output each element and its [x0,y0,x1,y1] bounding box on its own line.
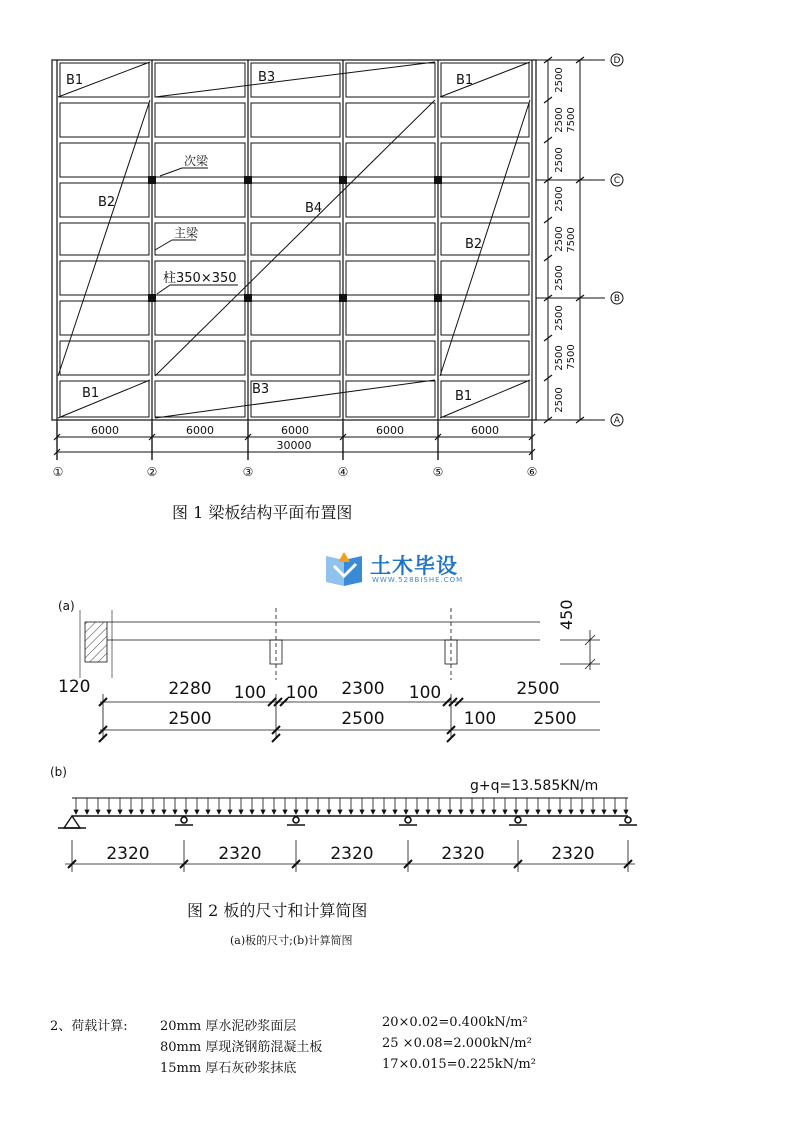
span-2320: 2320 [441,844,485,864]
fig2a-label: (a) [58,599,75,613]
load-calc: 25 ×0.08=2.000kN/m² [382,1036,532,1051]
span-label: 6000 [281,424,309,437]
dim-2500: 2500 [554,67,565,93]
dim-2500: 2500 [168,709,212,729]
span-2320: 2320 [551,844,595,864]
dim-2500: 2500 [554,226,565,252]
fig1-plan [0,0,800,500]
slab-panel [60,261,149,295]
annotation-secondary-beam: 次梁 [184,154,209,168]
slab-panel [155,183,245,217]
column-marker [244,294,252,302]
slab-panel [441,261,529,295]
slab-panel [155,341,245,375]
slab-panel [155,223,245,255]
slab-panel [346,301,435,335]
slab-label-b2: B2 [465,237,483,252]
slab-panel [60,103,149,137]
slab-label-b3: B3 [252,382,270,397]
slab-panel [346,341,435,375]
slab-panel [346,63,435,97]
slab-panel [251,301,340,335]
site-logo [322,548,482,590]
column-marker [434,294,442,302]
dim-2500: 2500 [554,387,565,413]
slab-panel [441,183,529,217]
slab-panel [155,63,245,97]
axis-bubble-1: ① [52,465,64,479]
slab-panel [441,103,529,137]
span-2320: 2320 [218,844,262,864]
book-icon [322,548,366,588]
slab-panel [441,143,529,177]
dim-7500: 7500 [566,107,577,133]
dim-2280: 2280 [168,679,212,699]
dim-2500: 2500 [554,186,565,212]
wall-thickness: 120 [58,677,91,697]
slab-label-b1: B1 [455,389,473,404]
dim-100: 100 [233,683,267,703]
column-marker [148,294,156,302]
dim-2500: 2500 [554,305,565,331]
dim-2500: 2500 [554,107,565,133]
slab-panel [251,341,340,375]
load-heading: 2、荷载计算: [50,1019,128,1034]
slab-panel [155,301,245,335]
span-2320: 2320 [106,844,150,864]
slab-panel [441,341,529,375]
axis-bubble-5: ⑤ [432,465,444,479]
annotation-main-beam: 主梁 [174,226,199,240]
dim-2500: 2500 [554,345,565,371]
slab-panel [441,301,529,335]
slab-panel [346,223,435,255]
column-marker [339,294,347,302]
dim-2500: 2500 [554,265,565,291]
axis-letter-c: C [613,176,621,186]
load-item: 80mm 厚现浇钢筋混凝土板 [160,1040,323,1055]
span-label: 6000 [91,424,119,437]
slab-panel [346,183,435,217]
figure2-subcaption: (a)板的尺寸;(b)计算简图 [230,934,353,947]
slab-panel [251,143,340,177]
column-marker [244,176,252,184]
axis-bubble-3: ③ [242,465,254,479]
axis-bubble-4: ④ [337,465,349,479]
span-label: 6000 [186,424,214,437]
axis-letter-b: B [613,294,621,304]
load-calc: 17×0.015=0.225kN/m² [382,1057,536,1072]
logo-url: WWW.528BISHE.COM [372,576,464,584]
slab-label-b1: B1 [66,73,84,88]
fig2a-slab-dimensions [0,590,800,750]
dim-100: 100 [463,709,497,729]
slab-panel [251,261,340,295]
span-label: 6000 [471,424,499,437]
slab-panel [251,183,340,217]
logo-text: 土木毕设 [370,554,458,578]
slab-label-b1: B1 [456,73,474,88]
slab-label-b3: B3 [258,70,276,85]
dim-100: 100 [408,683,442,703]
figure1-caption: 图 1 梁板结构平面布置图 [172,503,353,522]
axis-bubble-6: ⑥ [526,465,538,479]
load-item: 20mm 厚水泥砂浆面层 [160,1019,297,1034]
axis-letter-d: D [613,56,621,66]
axis-letter-a: A [613,416,621,426]
slab-label-b2: B2 [98,195,116,210]
slab-panel [60,223,149,255]
column-marker [434,176,442,184]
slab-panel [60,341,149,375]
slab-panel [346,103,435,137]
axis-bubble-2: ② [146,465,158,479]
dim-2500: 2500 [533,709,577,729]
annotation-column: 柱350×350 [163,271,237,286]
slab-panel [251,223,340,255]
slab-panel [155,103,245,137]
dim-2300: 2300 [341,679,385,699]
span-2320: 2320 [330,844,374,864]
beam-height: 450 [557,599,576,630]
dim-2500: 2500 [341,709,385,729]
dim-7500: 7500 [566,344,577,370]
fig2b-label: (b) [50,765,67,779]
dim-100: 100 [285,683,319,703]
slab-label-b1: B1 [82,386,100,401]
figure2-caption: 图 2 板的尺寸和计算简图 [187,901,368,920]
dim-2500: 2500 [516,679,560,699]
load-item: 15mm 厚石灰砂浆抹底 [160,1061,297,1076]
span-label: 6000 [376,424,404,437]
load-value: g+q=13.585KN/m [470,778,599,794]
slab-panel [346,143,435,177]
slab-panel [60,143,149,177]
dim-2500: 2500 [554,147,565,173]
load-calc: 20×0.02=0.400kN/m² [382,1015,528,1030]
dim-7500: 7500 [566,227,577,253]
column-marker [339,176,347,184]
slab-panel [346,261,435,295]
wall-support [85,622,107,662]
slab-label-b4: B4 [305,201,323,216]
column-marker [148,176,156,184]
total-length: 30000 [276,439,312,452]
fig2b-calc-diagram [0,760,800,890]
slab-panel [251,103,340,137]
